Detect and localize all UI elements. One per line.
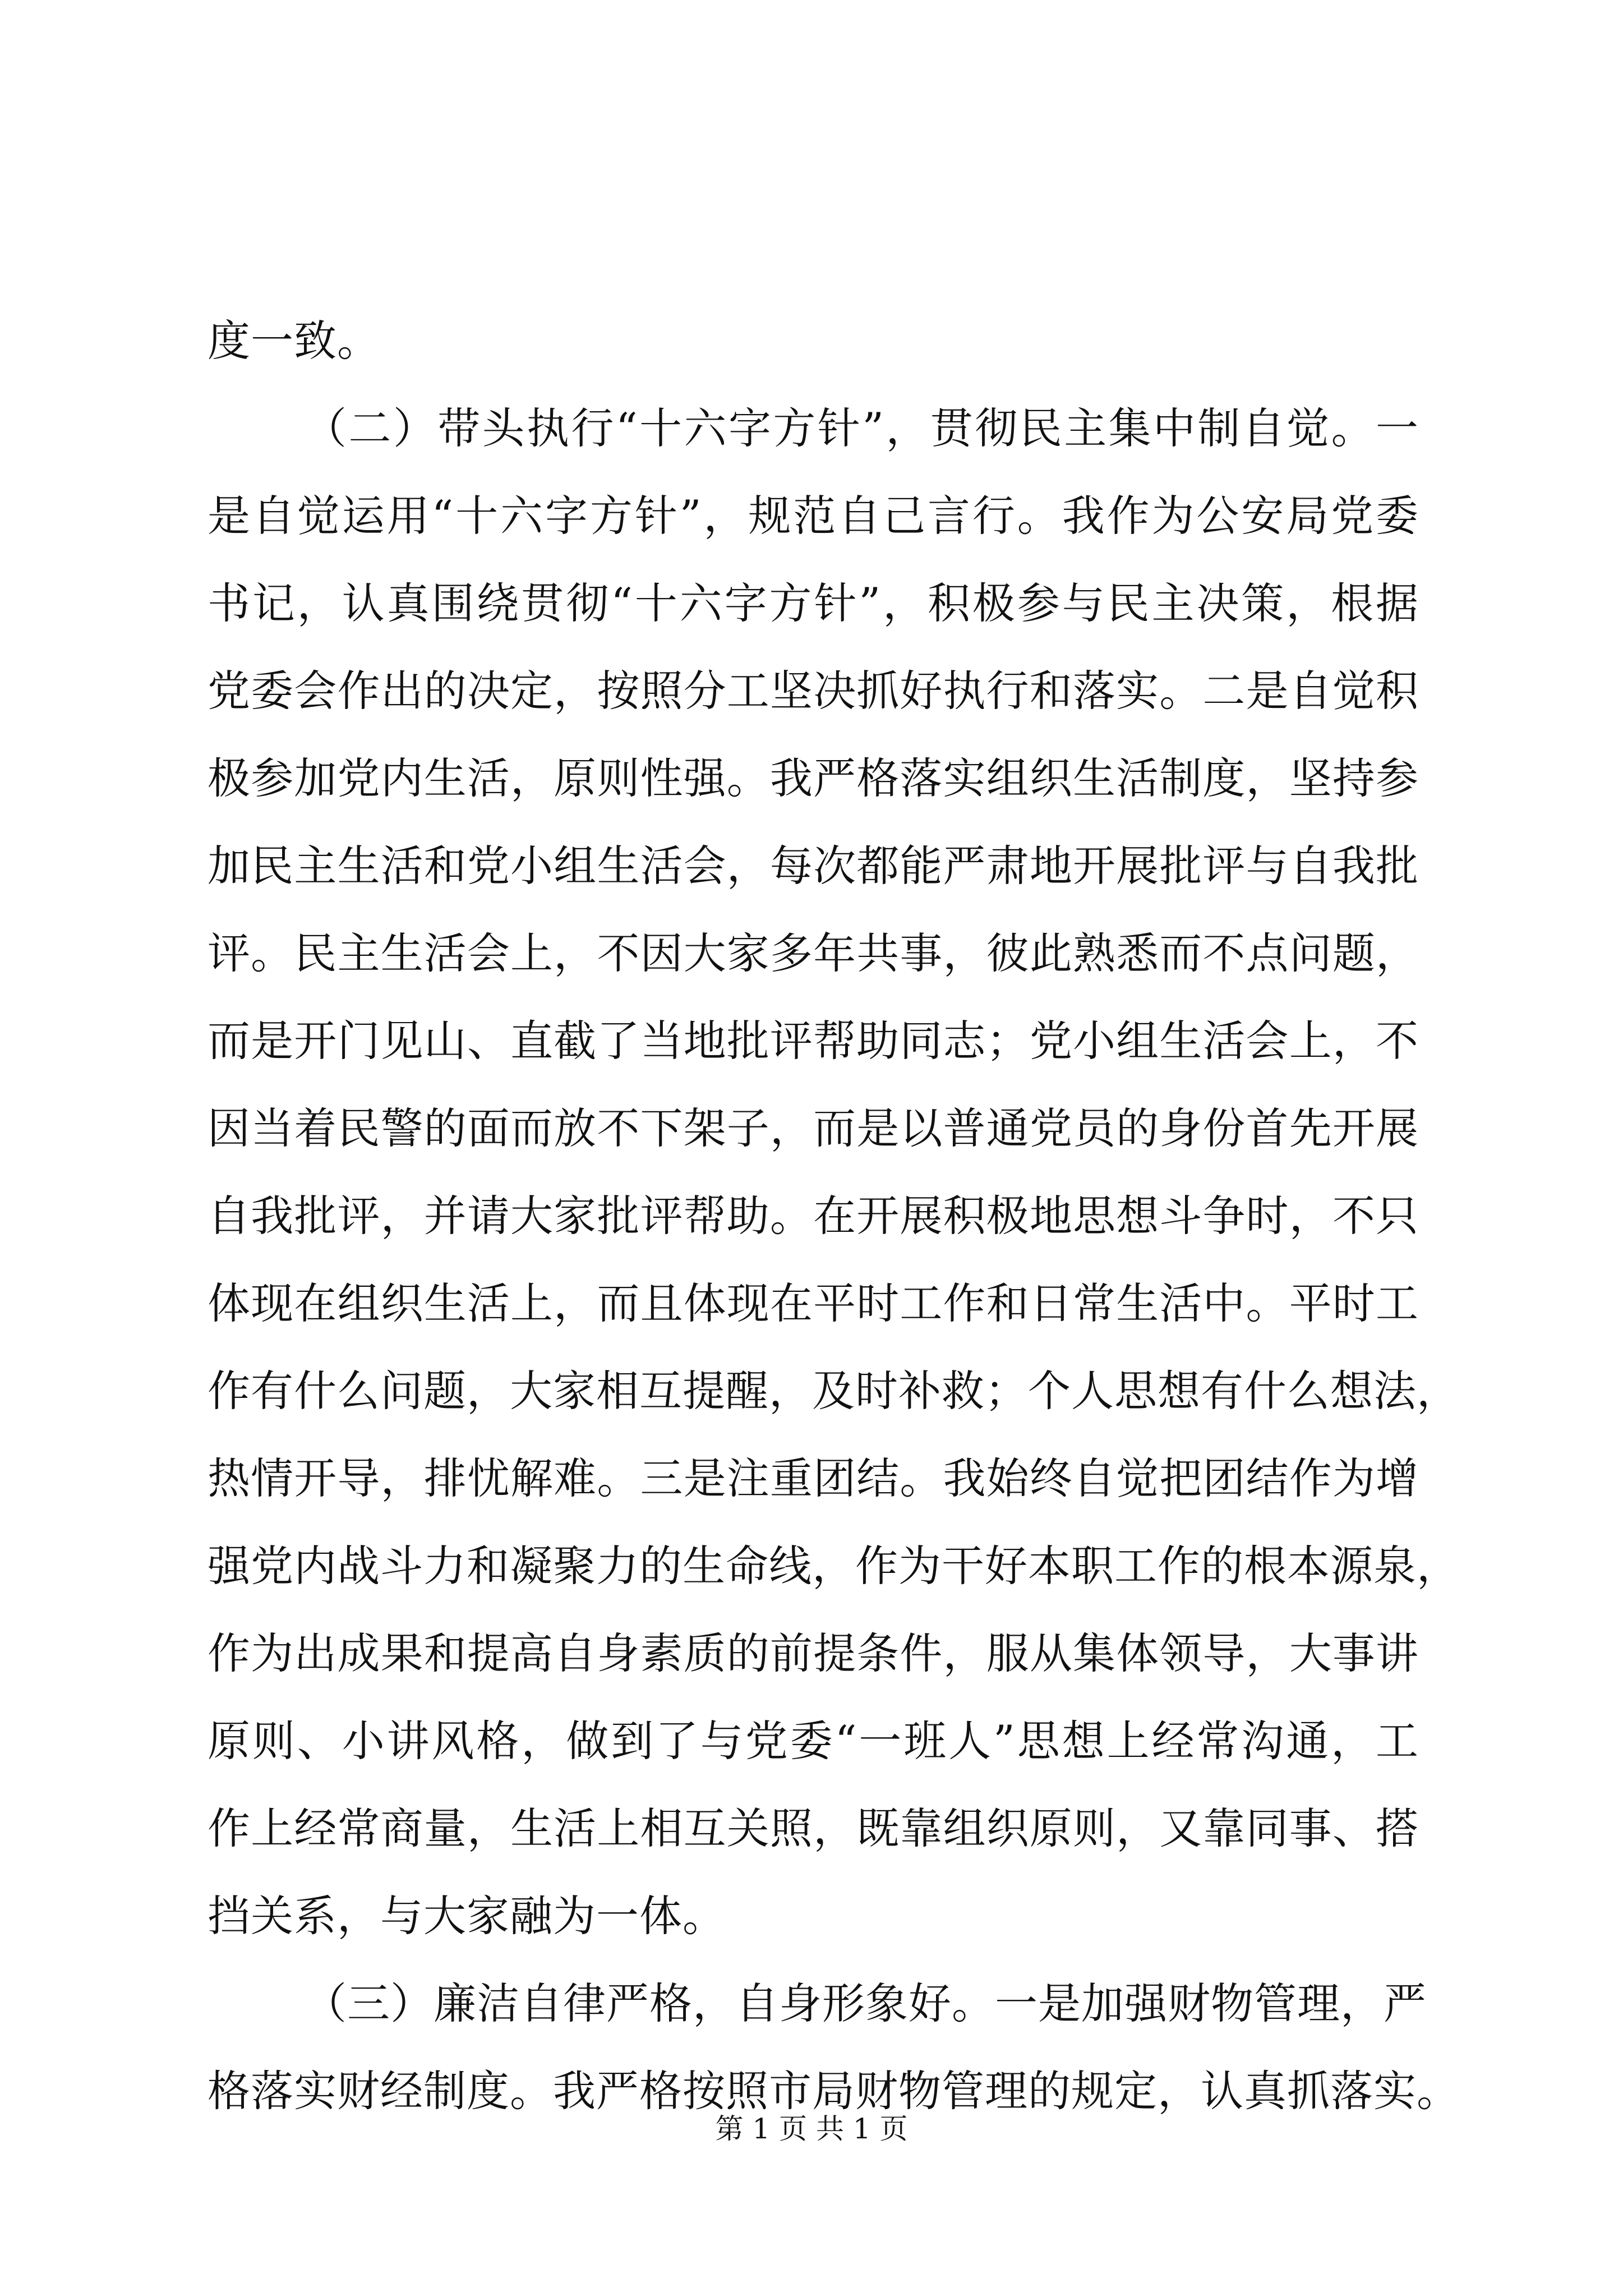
text-line: 评。民主生活会上，不因大家多年共事，彼此熟悉而不点问题，: [208, 928, 1419, 978]
text-line: 而是开门见山、直截了当地批评帮助同志；党小组生活会上，不: [208, 1016, 1419, 1066]
text-line: 挡关系，与大家融为一体。: [208, 1891, 726, 1941]
text-line: 自我批评，并请大家批评帮助。在开展积极地思想斗争时，不只: [208, 1191, 1419, 1241]
text-line: 因当着民警的面而放不下架子，而是以普通党员的身份首先开展: [208, 1103, 1419, 1153]
text-line: 热情开导，排忧解难。三是注重团结。我始终自觉把团结作为增: [208, 1453, 1419, 1503]
section-heading-line: （三）廉洁自律严格，自身形象好。一是加强财物管理，严: [304, 1978, 1427, 2028]
text-line: 作有什么问题，大家相互提醒，及时补救；个人思想有什么想法，: [208, 1366, 1460, 1416]
text-line: 书记，认真围绕贯彻“十六字方针”，积极参与民主决策，根据: [208, 578, 1419, 628]
section-heading-line: （二）带头执行“十六字方针”，贯彻民主集中制自觉。一: [304, 403, 1419, 453]
text-line: 作上经常商量，生活上相互关照，既靠组织原则，又靠同事、搭: [208, 1803, 1419, 1853]
page-number-footer: 第 1 页 共 1 页: [715, 2113, 908, 2145]
text-line: 度一致。: [208, 316, 380, 366]
text-line: 极参加党内生活，原则性强。我严格落实组织生活制度，坚持参: [208, 753, 1419, 803]
text-line: 体现在组织生活上，而且体现在平时工作和日常生活中。平时工: [208, 1278, 1419, 1328]
text-line: 格落实财经制度。我严格按照市局财物管理的规定，认真抓落实。: [208, 2066, 1460, 2116]
text-line: 原则、小讲风格，做到了与党委“一班人”思想上经常沟通，工: [208, 1716, 1419, 1766]
text-line: 是自觉运用“十六字方针”，规范自己言行。我作为公安局党委: [208, 491, 1419, 541]
text-line: 加民主生活和党小组生活会，每次都能严肃地开展批评与自我批: [208, 841, 1419, 891]
text-line: 强党内战斗力和凝聚力的生命线，作为干好本职工作的根本源泉，: [208, 1541, 1460, 1591]
text-line: 党委会作出的决定，按照分工坚决抓好执行和落实。二是自觉积: [208, 666, 1419, 716]
text-line: 作为出成果和提高自身素质的前提条件，服从集体领导，大事讲: [208, 1628, 1419, 1678]
document-body: [208, 297, 1460, 2135]
